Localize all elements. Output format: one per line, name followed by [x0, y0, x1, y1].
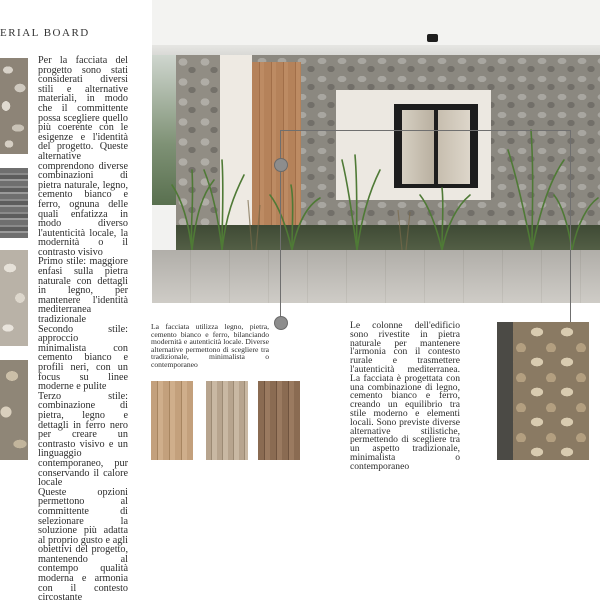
facade-caption: La facciata utilizza legno, pietra, cemento bianco e ferro, bilanciando modernità e autenticità locale. Diverse alternative permettono di scegliere tra tradizionale, minimalista o contemporaneo: [151, 322, 269, 369]
leader-line: [280, 130, 281, 303]
facade-render: [152, 0, 600, 303]
style-description: [38, 56, 128, 603]
stone-swatch-2: [0, 168, 28, 238]
wood-sample-grey: [206, 381, 248, 460]
columns-caption: Le colonne dell'edificio sono rivestite in pietra naturale per mantenere l'armonia con il contesto rurale e trasmettere l'autenticità mediterranea. La facciata è progettata con una combinazione di legno, cemento bianco e ferro, creando un equilibrio tra stile moderno e elementi locali. Sono previste diverse alternative stilistiche, permettendo di scegliere tra un aspetto tradizionale, minimalista o contemporaneo: [350, 320, 460, 472]
description-paragraph: Secondo stile: approccio minimalista con cemento bianco e profili neri, con un focus su linee moderne e pulite: [38, 323, 128, 393]
description-paragraph: Queste opzioni permettono al committente di selezionare la soluzione più adatta al proprio gusto e agli obiettivi del progetto, mantenendo al contempo qualità moderna e armonia con il contesto circostante: [38, 486, 128, 603]
circle-marker-icon: [274, 158, 288, 172]
leader-line: [280, 130, 570, 131]
description-paragraph: Terzo stile: combinazione di pietra, legno e dettagli in ferro nero per creare un contrasto visivo e un linguaggio contemporaneo, pur conservando il calore locale: [38, 390, 128, 489]
stone-swatch-3: [0, 250, 28, 346]
board-title: ERIAL BOARD: [0, 27, 90, 39]
leader-line: [280, 303, 281, 317]
stone-swatch-1: [0, 58, 28, 154]
wood-sample-dark: [258, 381, 300, 460]
floor-shading: [152, 250, 600, 303]
wood-sample-light: [151, 381, 193, 460]
stone-swatch-4: [0, 360, 28, 460]
description-paragraph: Primo stile: maggiore enfasi sulla pietra naturale con dettagli in legno, per mantenere l'identità mediterranea tradizionale: [38, 256, 128, 326]
photo-shadow: [497, 322, 513, 460]
leader-line: [570, 130, 571, 303]
description-paragraph: Per la facciata del progetto sono stati considerati diversi stili e alternative materiali, in modo che il committente possa scegliere quello più coerente con le esigenze e l'identità del progetto. Queste alternative comprendono diverse combinazioni di pietra naturale, legno, cemento bianco e ferro, ognuna delle quali enfatizza in modo diverso l'autenticità locale, la modernità o il contrasto visivo: [38, 55, 128, 258]
circle-marker-icon: [274, 316, 288, 330]
